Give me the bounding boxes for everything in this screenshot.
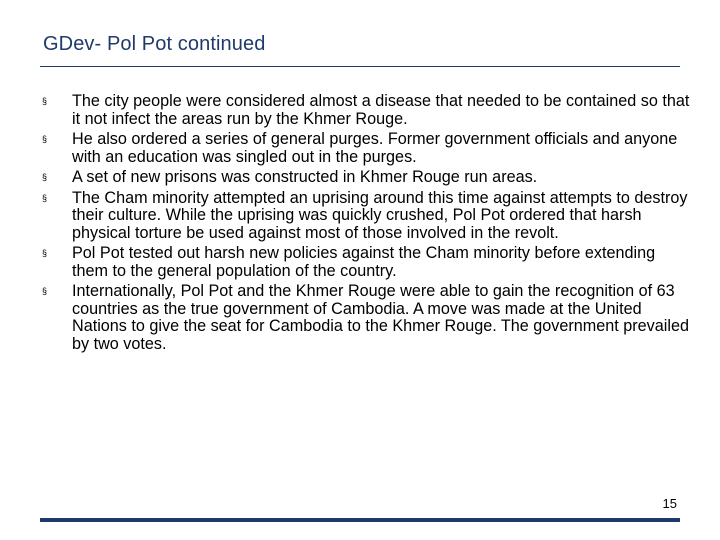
bullet-marker-icon: § [42, 248, 48, 258]
bullet-item [40, 245, 690, 280]
bullet-marker-icon: § [42, 134, 48, 144]
bullet-list [40, 93, 690, 356]
bullet-text: He also ordered a series of general purges. Former government officials and anyone with an education was singled out in the purges. [72, 130, 678, 166]
bullet-item [40, 190, 690, 243]
bullet-item [40, 131, 690, 166]
bullet-item [40, 283, 690, 353]
footer-divider [40, 518, 680, 522]
page-number: 15 [662, 496, 677, 511]
bullet-item [40, 169, 690, 187]
bullet-marker-icon: § [42, 192, 48, 203]
bullet-text: Internationally, Pol Pot and the Khmer Rouge were able to gain the recognition of 63 countries as the true government of Cambodia. A move was made at the United Nations to give the seat for Cambodia to the Khmer Rouge. The government prevailed by two votes. [72, 282, 689, 353]
title-divider [40, 66, 680, 67]
bullet-marker-icon: § [42, 96, 48, 106]
bullet-text: A set of new prisons was constructed in Khmer Rouge run areas. [72, 168, 538, 186]
bullet-marker-icon: § [42, 286, 48, 296]
bullet-text: The city people were considered almost a disease that needed to be contained so that it not infect the areas run by the Khmer Rouge. [72, 92, 690, 128]
bullet-text: The Cham minority attempted an uprising around this time against attempts to destroy their culture. While the uprising was quickly crushed, Pol Pot ordered that harsh physical torture be used against most of those involved in the revolt. [72, 188, 688, 242]
slide-title: GDev- Pol Pot continued [43, 33, 266, 55]
bullet-text: Pol Pot tested out harsh new policies against the Cham minority before extending them to the general population of the country. [72, 244, 656, 280]
bullet-item [40, 93, 690, 128]
bullet-marker-icon: § [42, 172, 48, 182]
